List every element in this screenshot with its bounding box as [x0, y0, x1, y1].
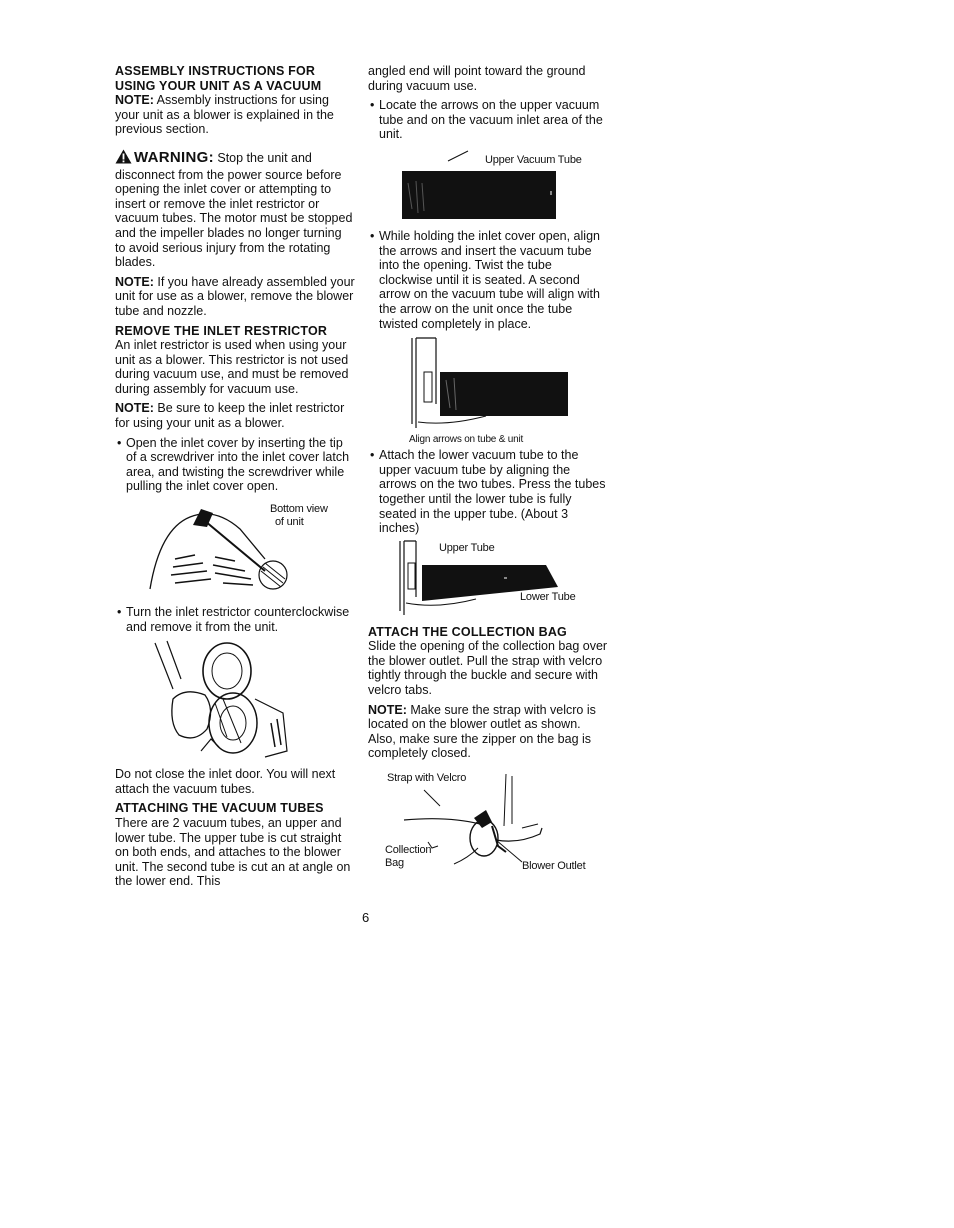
note-paragraph — [368, 703, 608, 761]
figure-align-arrows — [368, 334, 608, 446]
body-paragraph: There are 2 vacuum tubes, an upper and lower tube. The upper tube is cut straight on both ends, and attaches to the blower unit. The second tube is cut an at angle on the lower end. This — [115, 816, 351, 889]
note-label: NOTE: — [115, 274, 154, 289]
section-heading: REMOVE THE INLET RESTRICTOR — [115, 323, 328, 338]
warning-label: WARNING: — [134, 148, 214, 166]
body-paragraph: An inlet restrictor is used when using your unit as a blower. This restrictor is not used during vacuum use, and must be removed during assembly for vacuum use. — [115, 338, 349, 396]
left-column — [115, 64, 355, 894]
bullet-item: • Turn the inlet restrictor counterclockwise and remove it from the unit. — [115, 605, 355, 634]
note-paragraph — [115, 93, 355, 137]
body-paragraph: angled end will point toward the ground during vacuum use. — [368, 64, 586, 93]
body-paragraph: Slide the opening of the collection bag over the blower outlet. Pull the strap with velcro tightly through the buckle and secure with velcro tabs. — [368, 639, 608, 698]
note-label: NOTE: — [115, 93, 154, 108]
body-paragraph: Do not close the inlet door. You will next attach the vacuum tubes. — [115, 767, 336, 796]
note-label: NOTE: — [368, 702, 407, 717]
bullet-item: • While holding the inlet cover open, align the arrows and insert the vacuum tube into the opening. Twist the tube clockwise until it is seated. A second arrow on the vacuum tube will align with the arrow on the unit once the tube twisted completely in place. — [368, 229, 608, 331]
figure-caption: Bag — [385, 857, 404, 870]
figure-caption: Upper Tube — [439, 541, 495, 554]
note-label: NOTE: — [115, 401, 154, 416]
section-heading: ATTACHING THE VACUUM TUBES — [115, 801, 324, 816]
figure-caption: Align arrows on tube & unit — [409, 434, 524, 446]
align-arrows-illustration — [368, 334, 608, 434]
restrictor-removal-illustration — [115, 639, 355, 761]
bullet-item: • Attach the lower vacuum tube to the upper vacuum tube by aligning the arrows on the two tubes. Press the tubes together until the lower tube is fully seated in the upper tube. (About 3 inches) — [368, 448, 608, 536]
figure-caption: Strap with Velcro — [387, 772, 467, 785]
note-text: Make sure the strap with velcro is located on the blower outlet as shown. Also, make sure the zipper on the bag is completely closed. — [368, 702, 596, 761]
figure-collection-bag — [368, 766, 608, 884]
section-heading: ATTACH THE COLLECTION BAG — [368, 624, 567, 639]
figure-caption: Bottom view — [270, 503, 328, 516]
note-text: Assembly instructions for using your unit as a blower is explained in the previous section. — [115, 93, 334, 137]
figure-upper-vacuum-tube — [368, 143, 608, 223]
right-column — [368, 64, 608, 890]
section-heading-line2: USING YOUR UNIT AS A VACUUM — [115, 78, 322, 93]
warning-triangle-icon — [115, 149, 132, 168]
page-number: 6 — [362, 910, 370, 925]
section-heading: ASSEMBLY INSTRUCTIONS FOR — [115, 64, 316, 78]
figure-caption: Upper Vacuum Tube — [485, 153, 582, 166]
figure-caption: Collection — [385, 844, 432, 857]
note-text: Be sure to keep the inlet restrictor for using your unit as a blower. — [115, 401, 345, 431]
warning-paragraph — [115, 149, 355, 270]
figure-remove-restrictor — [115, 639, 355, 761]
figure-caption: Lower Tube — [520, 590, 576, 603]
note-paragraph — [115, 401, 355, 430]
figure-caption: of unit — [275, 516, 304, 529]
bullet-item: • Open the inlet cover by inserting the tip of a screwdriver into the inlet cover latch area, and twisting the screwdriver while pulling the inlet cover open. — [115, 436, 355, 494]
figure-upper-lower-tube — [368, 537, 608, 619]
bullet-item: • Locate the arrows on the upper vacuum tube and on the vacuum inlet area of the unit. — [368, 98, 608, 142]
figure-bottom-view — [115, 499, 355, 599]
note-paragraph — [115, 275, 355, 319]
warning-text: Stop the unit and disconnect from the power source before opening the inlet cover or attempting to insert or remove the inlet restrictor or vacuum tubes. The motor must be stopped and the impeller blades no longer turning to avoid serious injury from the rotating blades. — [115, 150, 353, 270]
figure-caption: Blower Outlet — [522, 860, 586, 873]
note-text: If you have already assembled your unit for use as a blower, remove the blower tube and nozzle. — [115, 274, 355, 318]
